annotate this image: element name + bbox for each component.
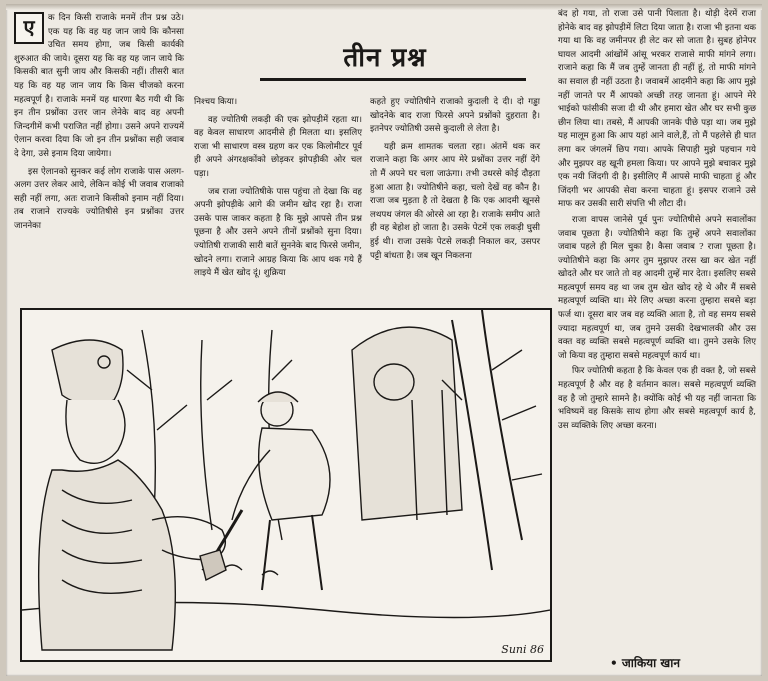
- king-and-astrologer-drawing: [22, 310, 550, 660]
- paragraph: ए क दिन किसी राजाके मनमें तीन प्रश्न उठे। एक यह कि वह यह जान जाये कि कौनसा उचित समय होगा, जब किसी कार्यकी शुरुआत की जाये। दूसरा यह कि वह यह जान जाये कि किसकी बात सुनी जाय और किसकी नहीं। तीसरी बात यह कि वह यह जान जाय कि किस चीजको करना महत्वपूर्ण है। राजाके मनमें यह धारणा बैठ गयी थी कि इन तीन प्रश्नोंका उत्तर जान लेनेके बाद वह अपनी जिन्दगीमें कभी पराजित नहीं होगा। उसने अपने राज्यमें ऐलान करवा दिया कि जो इन तीन प्रश्नोंका सही जवाब दे देगा, उसे इनाम दिया जायेगा।: [14, 13, 184, 159]
- title-underline: [260, 78, 526, 81]
- story-title: तीन प्रश्न: [343, 43, 427, 73]
- author-byline: • जाकिया खान: [610, 656, 681, 670]
- paragraph: बंद हो गया, तो राजा उसे पानी पिलाता है। थोड़ी देरमें राजा होनेके बाद वह झोपड़ीमें लिटा दिया जाता है। राजा भी इतना थक गया था कि वह जमीनपर ही लेट कर सो जाता है। सुबह होनेपर घायल आदमी आंखोंमें आंसू भरकर राजासे माफी मांगने लगा। राजाने कहा कि मैं जब तुम्हें जानता ही नहीं हूं, तो माफी मांगने का सवाल ही नहीं उठता है। जवाबमें आदमीने कहा कि आप मुझे नहीं जानते पर मैं आपको अच्छी तरह जानता हूं। आपने मेरे भाईको फांसीकी सजा दी थी और हमारा खेत और घर सभी कुछ छीन लिया था। तबसे, मैं आपकी जानके पीछे पड़ा था। जब मुझे यह मालूम हुआ कि आप यहां आने वाले,हैं, तो मैं पहलेसे ही घात लगा कर जंगलमें छिप गया। आपके सिपाही मुझे पहचान गये और मुझपर वह खूनी हमला किया। पर आपने मुझे बचाकर मुझे एक नयी जिंदगी दी है। इसीलिए मैं आपसे माफी चाहता हूं और जिंदगी भर आपकी सेवा करना चाहता हूं। इसपर राजाने उसे माफ कर उसकी सारी संपत्ति भी लौटा दी।: [558, 9, 756, 210]
- paragraph: राजा वापस जानेसे पूर्व पुनः ज्योतिषीसे अपने सवालोंका जवाब पूछता है। ज्योतिषीने कहा कि तुम्हें अपने सवालोंका जवाब पहले ही मिल चुका है। कैसा जवाब ? राजा पूछता है। ज्योतिषीने कहा कि अगर तुम मुझपर तरस खा कर खेत नहीं खोदते और घर जाते तो वह आदमी तुम्हें मार देता। इसलिए सबसे महत्वपूर्ण समय वह था जब तुम खेत खोद रहे थे और मैं सबसे महत्वपूर्ण व्यक्ति था। मेरे लिए अच्छा करना तुम्हारा सबसे बड़ा फर्ज था। दूसरा बार जब वह व्यक्ति आता है, तो वह समय सबसे ज्यादा महत्वपूर्ण था, जब तुमने उसकी देखभालकी और उस वक्त वह व्यक्ति सबसे महत्वपूर्ण व्यक्ति था। तुमने उसके लिए जो किया वह तुम्हारा सबसे महत्वपूर्ण कार्य था।: [558, 214, 756, 361]
- paragraph: कहते हुए ज्योतिषीने राजाको कुदाली दे दी। दो गड्ढा खोदनेके बाद राजा फिरसे अपने प्रश्नोंको दुहराता है। इतनेपर ज्योतिषी उससे कुदाली ले लेता है।: [370, 97, 540, 135]
- drop-cap: ए: [14, 12, 44, 44]
- paragraph: वह ज्योतिषी लकड़ी की एक झोपड़ीमें रहता था। वह केवल साधारण आदमीसे ही मिलता था। इसलिए राजा भी साधारण वस्त्र ग्रहण कर एक किलोमीटर पूर्व ही अपने अंगरक्षकोंको छोड़कर झोपड़ीकी ओर चल पड़ा।: [194, 114, 362, 179]
- paragraph: जब राजा ज्योतिषीके पास पहुंचा तो देखा कि वह अपनी झोपड़ीके आगे की जमीन खोद रहा है। राजा उसके पास जाकर कहता है कि मुझे आपसे तीन प्रश्न पूछना है और उसने अपने तीनों प्रश्नोंको सुना दिया। ज्योतिषी राजाकी सारी बातें सुननेके बाद फिरसे जमीन, खोदने लगा। राजाने आग्रह किया कि आप थक गये हैं लाइये मैं खेत खोद दूं। शुक्रिया: [194, 186, 362, 279]
- story-illustration: [20, 308, 552, 662]
- paragraph: फिर ज्योतिषी कहता है कि केवल एक ही वक्त है, जो सबसे महत्वपूर्ण है और वह है वर्तमान काल। सबसे महत्वपूर्ण व्यक्ति वह है जो तुम्हारे सामने है। क्योंकि कोई भी यह नहीं जानता कि भविष्यमें वह किसके साथ होगा और सबसे महत्वपूर्ण कार्य है, उस व्यक्तिके लिए अच्छा करना।: [558, 366, 756, 431]
- column-4: [558, 8, 756, 433]
- paragraph: यही क्रम शामतक चलता रहा। अंतमें थक कर राजाने कहा कि अगर आप मेरे प्रश्नोंका उत्तर नहीं देंगे तो मैं अपने घर चला जाऊंगा। तभी उधरसे कोई दौड़ता हुआ आता है। ज्योतिषीने कहा, चलो देखें वह कौन है। राजा जब मुड़ता है तो देखता है कि एक आदमी खूनसे लथपथ जंगल की ओरसे आ रहा है। राजाके समीप आते ही वह बेहोश हो जाता है। उसके पेटमें एक लकड़ी घुसी हुई थी। राजा उसके पेटसे लकड़ी निकाल कर, उसपर पट्टी बांधता है। जब खून निकलना: [370, 141, 540, 261]
- astrologer-body: [259, 428, 330, 520]
- newspaper-page: [6, 4, 762, 676]
- artist-signature: Suni 86: [501, 643, 544, 656]
- column-3: [370, 96, 540, 263]
- king-crown: [52, 340, 123, 404]
- column-1: [14, 12, 184, 234]
- column-2: [194, 96, 362, 281]
- paragraph: निश्चय किया।: [194, 97, 238, 107]
- paragraph: इस ऐलानको सुनकर कई लोग राजाके पास अलग-अलग उत्तर लेकर आये, लेकिन कोई भी जवाब राजाको सही नहीं लगा, अतः राजाने किसीको इनाम नहीं दिया। तब राजाने राज्यके ज्योतिषीसे इन प्रश्नोंका उत्तर जाननेका: [14, 166, 184, 231]
